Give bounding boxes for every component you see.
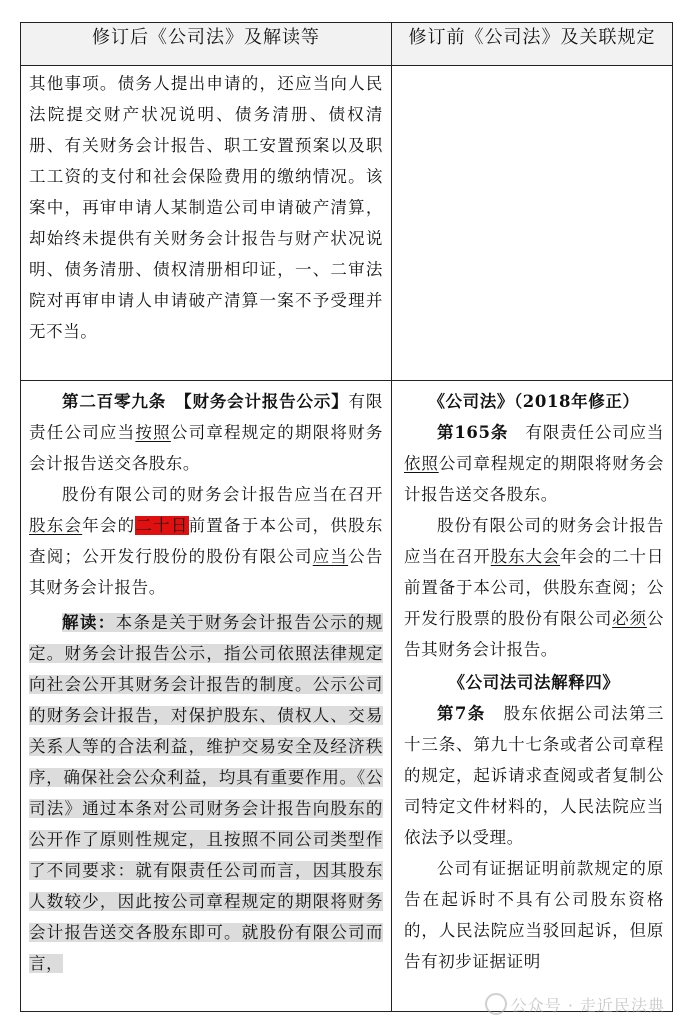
highlight-twenty-days: 二十日 — [135, 516, 189, 535]
wechat-logo-icon — [485, 993, 507, 1015]
comparison-table — [20, 22, 673, 1012]
old-article-165-p1: 第165条 有限责任公司应当依照公司章程规定的期限将财务会计报告送交各股东。 — [404, 423, 664, 504]
row2-original-cell — [392, 381, 673, 1012]
header-revised: 修订后《公司法》及解读等 — [21, 23, 392, 66]
changed-word-yingdang: 应当 — [312, 547, 349, 566]
article-title: 【财务会计报告公示】 — [183, 392, 349, 411]
interpretation-article-7-p2: 公司有证据证明前款规定的原告在起诉时不具有公司股东资格的，人民法院应当驳回起诉，但原告有初步证据证明 — [404, 859, 664, 971]
article-209-p1: 第二百零九条 【财务会计报告公示】有限责任公司应当按照公司章程规定的期限将财务会计报告送交各股东。 — [29, 392, 383, 473]
interpretation — [29, 607, 383, 979]
row2-revised-cell — [21, 381, 392, 1012]
judicial-interpretation-title: 《公司法司法解释四》 — [448, 673, 620, 692]
old-law-title: 《公司法》（2018年修正） — [428, 392, 640, 411]
row1-original-cell — [392, 66, 673, 381]
case-text: 其他事项。债务人提出申请的，还应当向人民法院提交财产状况说明、债务清册、债权清册、有关财务会计报告、职工安置预案以及职工工资的支付和社会保险费用的缴纳情况。该案中，再审申请人某制造公司申请破产清算，却始终未提供有关财务会计报告与财产状况说明、债务清册、债权清册相印证，一、二审法院对再审申请人申请破产清算一案不予受理并无不当。 — [29, 74, 383, 341]
article-number: 第二百零九条 — [62, 392, 167, 411]
interpretation-label: 解读： — [62, 613, 116, 632]
interpretation-text: 本条是关于财务会计报告公示的规定。财务会计报告公示，指公司依照法律规定向社会公开其财务会计报告的制度。公示公司的财务会计报告，对保护股东、债权人、交易关系人等的合法利益，维护交易安全及经济秩序，确保社会公众利益，均具有重要作用。《公司法》通过本条对公司财务会计报告向股东的公开作了原则性规定，且按照不同公司类型作了不同要求：就有限责任公司而言，因其股东人数较少，因此按公司章程规定的期限将财务会计报告送交各股东即可。就股份有限公司而言， — [29, 613, 384, 973]
header-original: 修订前《公司法》及关联规定 — [392, 23, 673, 66]
old-article-165-p2: 股份有限公司的财务会计报告应当在召开股东大会年会的二十日前置备于本公司，供股东查阅；公开发行股票的股份有限公司必须公告其财务会计报告。 — [404, 516, 665, 659]
changed-word-anzhao: 按照 — [135, 423, 171, 442]
article-209-p2: 股份有限公司的财务会计报告应当在召开股东会年会的二十日前置备于本公司，供股东查阅；公开发行股份的股份有限公司应当公告其财务会计报告。 — [29, 485, 384, 597]
changed-word-gudonghui: 股东会 — [29, 516, 83, 535]
row1-revised-cell — [21, 66, 392, 381]
comparison-page — [20, 22, 672, 1024]
watermark: 公众号 · 走近民法典 — [485, 993, 665, 1016]
interpretation-article-7: 第7条 股东依据公司法第三十三条、第九十七条或者公司章程的规定，起诉请求查阅或者复制公司特定文件材料的，人民法院应当依法予以受理。 — [404, 704, 665, 847]
